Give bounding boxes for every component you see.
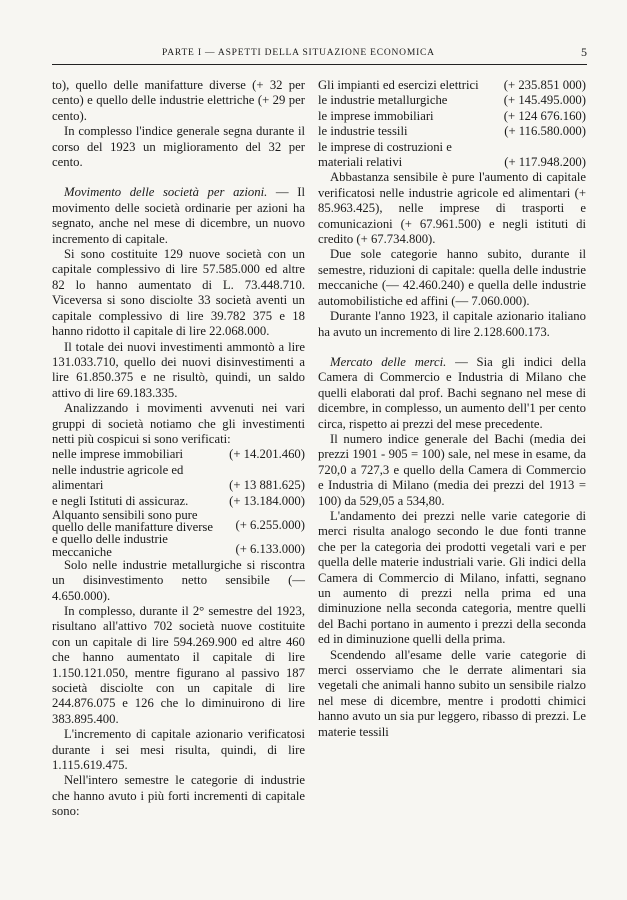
paragraph: Durante l'anno 1923, il capitale azionario italiano ha avuto un incremento di lire 2.128.600.173. [318,309,586,339]
paragraph: Il numero indice generale del Bachi (media dei prezzi 1901 - 905 = 100) sale, nel mese in esame, da 720,0 a 727,3 e quello della Camera di Commercio e Industria di Milano (media dei prezzi del 1913 = 100) da 529,05 a 534,80. [318,431,586,508]
item-label: le imprese immobiliari [318,108,434,123]
paragraph: In complesso l'indice generale segna durante il corso del 1923 un miglioramento del 32 per cento. [52,124,305,170]
paragraph: Due sole categorie hanno subito, durante il semestre, riduzioni di capitale: quella delle industrie meccaniche (— 42.460.240) e quella delle industrie automobilistiche ed affini (— 7.060.000). [318,247,586,308]
section-heading: Mercato delle merci. [330,354,447,369]
item-value: (+ 6.255.000) [235,517,305,532]
paragraph: Si sono costituite 129 nuove società con un capitale complessivo di lire 57.585.000 ed altre 82 lo hanno aumentato di L. 73.448.710. Viceversa si sono disciolte 33 società aventi un capitale complessivo di lire 39.782 375 e 18 hanno ridotto il capitale di lire 22.068.000. [52,247,305,339]
paragraph: Il totale dei nuovi investimenti ammontò a lire 131.033.710, quello dei nuovi disinvestimenti a lire 61.850.375 e ne risultò, quindi, un saldo attivo di lire 69.183.335. [52,339,305,400]
header-title: PARTE I — ASPETTI DELLA SITUAZIONE ECONOMICA [162,48,435,58]
list-item [318,124,586,139]
item-value: (+ 235.851 000) [503,78,586,92]
list-item [52,533,305,557]
paragraph: to), quello delle manifatture diverse (+ 32 per cento) e quello delle industrie elettriche (+ 29 per cento). [52,78,305,123]
item-label: Gli impianti ed esercizi elettrici [318,78,479,92]
item-value: (+ 13.184.000) [229,493,305,508]
item-value: (+ 117.948.200) [504,155,586,170]
list-item [52,463,305,494]
paragraph: Solo nelle industrie metallurgiche si riscontra un disinvestimento netto sensibile (— 4.650.000). [52,557,305,603]
paragraph: In complesso, durante il 2° semestre del 1923, risultano all'attivo 702 società nuove costituite con un capitale di lire 594.269.900 ed altre 460 che hanno aumentato il capitale di lire 1.150.121.050, mentre figurano al passivo 187 società disciolte con un capitale di lire 244.876.075 e 126 che lo diminuirono di lire 383.895.400. [52,604,305,726]
item-label: e negli Istituti di assicuraz. [52,493,189,508]
item-label: nelle imprese immobiliari [52,447,184,462]
list-item [318,93,586,108]
item-label: Alquanto sensibili sono pure quello delle manifatture diverse [52,507,213,535]
paragraph: Scendendo all'esame delle varie categorie di merci osserviamo che le derrate alimentari sia vegetali che animali hanno subito un sensibile rialzo nel mese di dicembre, mentre i prodotti chimici hanno avuto un sia pur leggero, ribasso di prezzi. Le materie tessili [318,647,586,739]
section-heading: Movimento delle società per azioni. [64,185,268,200]
item-value: (+ 124 676.160) [503,108,586,123]
item-label: nelle industrie agricole ed alimentari [52,462,184,493]
item-value: (+ 14.201.460) [229,447,305,462]
item-value: (+ 6.133.000) [235,542,305,557]
section-text: — Il movimento delle società ordinarie per azioni ha segnato, anche nel mese di dicembre, un nuovo incremento di capitale. [52,185,305,246]
item-label: e quello delle industrie meccaniche [52,532,168,559]
section-mercato [318,355,586,432]
section-movimento [52,185,305,247]
item-value: (+ 145.495.000) [503,93,586,108]
page-number: 5 [581,45,587,59]
item-label: le imprese di costruzioni e materiali relativi [318,139,452,170]
paragraph: L'andamento dei prezzi nelle varie categorie di merci risulta analogo secondo le due fonti tranne che per la categoria dei prodotti vegetali vari e per quella delle materie industriali varie. Gli indici della Camera di Commercio di Milano, infatti, segnano un aumento di prezzi nella prima ed una diminuzione nella seconda categoria, mentre quelli del Bachi portano in aumento i prezzi della seconda ed in diminuzione quelli della prima. [318,508,586,647]
right-column [318,78,586,740]
item-label: le industrie tessili [318,124,408,139]
running-header [52,46,587,65]
list-item [318,78,586,93]
list-item [318,109,586,124]
item-value: (+ 13 881.625) [229,478,305,493]
paragraph: Nell'intero semestre le categorie di industrie che hanno avuto i più forti incrementi di capitale sono: [52,773,305,819]
section-text: — Sia gli indici della Camera di Commercio e Industria di Milano che quelli elaborati dal prof. Bachi segnano nel mese di dicembre, in complesso, un aumento dell'1 per cento circa, rispetto ai prezzi del mese precedente. [318,354,586,431]
item-value: (+ 116.580.000) [504,124,586,139]
list-item [52,494,305,509]
paragraph: L'incremento di capitale azionario verificatosi durante i sei mesi risulta, quindi, di lire 1.115.619.475. [52,727,305,773]
list-item [318,140,586,171]
item-label: le industrie metallurgiche [318,93,448,108]
list-item [52,447,305,462]
list-item [52,509,305,533]
paragraph: Analizzando i movimenti avvenuti nei vari gruppi di società notiamo che gli investimenti netti più cospicui si sono verificati: [52,401,305,446]
paragraph: Abbastanza sensibile è pure l'aumento di capitale verificatosi nelle industrie agricole ed alimentari (+ 85.963.425), nelle imprese di trasporti e comunicazioni (+ 67.961.500) e negli istituti di credito (+ 67.734.800). [318,170,586,247]
left-column [52,78,305,820]
